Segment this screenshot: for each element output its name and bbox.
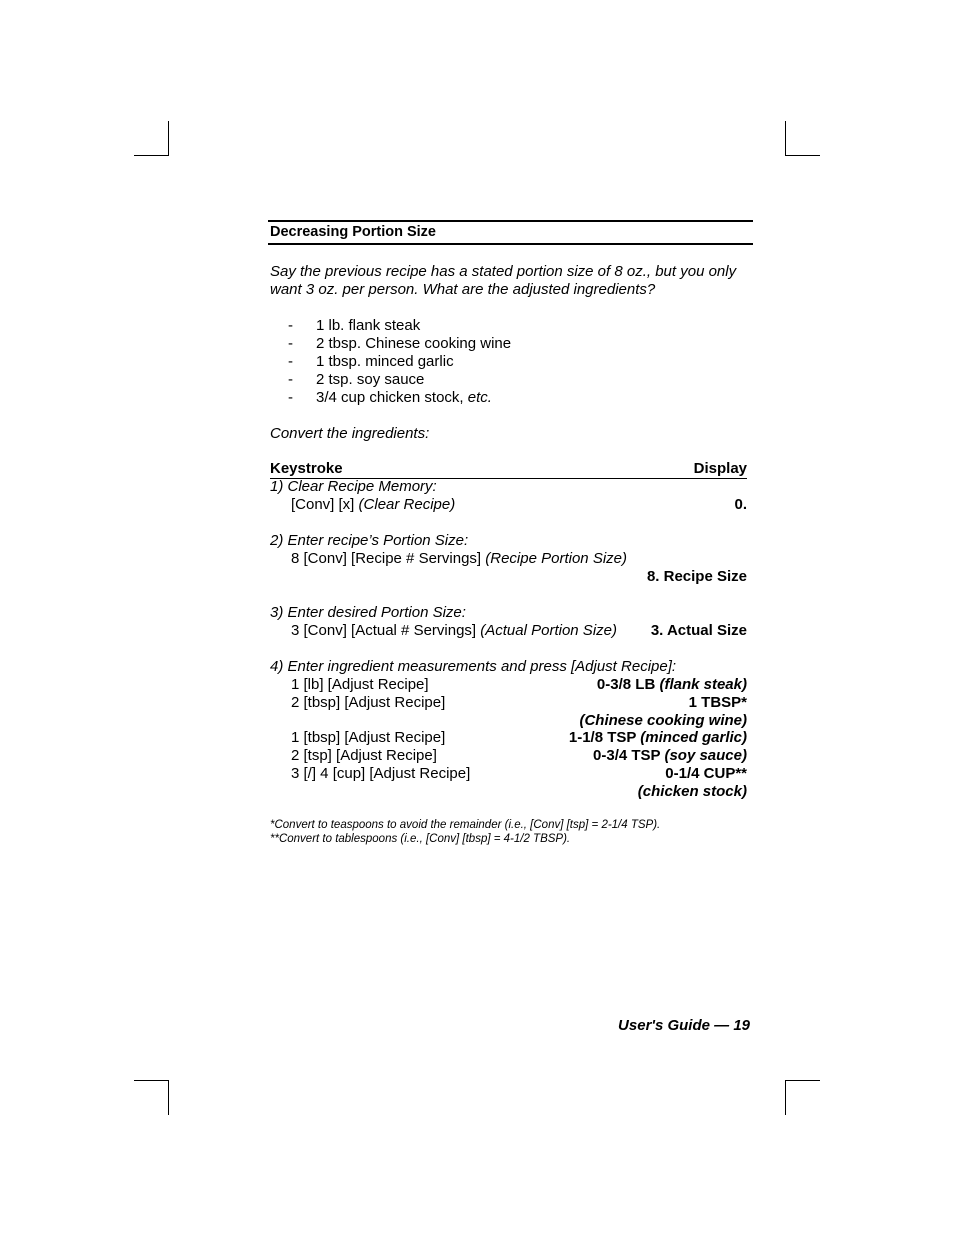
ingredient-text: 1 tbsp. minced garlic: [316, 353, 454, 370]
display-cell: [593, 747, 747, 765]
display-cell: [579, 712, 747, 730]
ingredient-list: [288, 317, 511, 407]
page-footer: User's Guide — 19: [618, 1017, 750, 1034]
display-cell: [665, 765, 747, 783]
list-item: [288, 335, 511, 353]
list-item: [288, 389, 511, 407]
convert-instruction: Convert the ingredients:: [270, 425, 430, 442]
list-dash: -: [288, 353, 293, 370]
display-cell: [638, 783, 747, 801]
list-dash: -: [288, 335, 293, 352]
table-row: [270, 694, 747, 712]
step-title: 1) Clear Recipe Memory:: [270, 478, 437, 495]
step-title: 4) Enter ingredient measurements and press [Adjust Recipe]:: [270, 658, 677, 675]
list-dash: -: [288, 389, 293, 406]
crop-mark: [134, 1080, 169, 1081]
list-dash: -: [288, 317, 293, 334]
ingredient-text: 2 tsp. soy sauce: [316, 371, 425, 388]
section-rule-bottom: [268, 243, 753, 245]
display-note: (flank steak): [659, 676, 747, 693]
table-row: [270, 783, 747, 801]
display-note: (Chinese cooking wine): [579, 712, 747, 729]
keystroke-cell: 1 [lb] [Adjust Recipe]: [291, 676, 429, 693]
display-value: 0-3/4 TSP: [593, 747, 665, 764]
crop-mark: [168, 121, 169, 156]
table-row: [270, 712, 747, 730]
display-note: (soy sauce): [664, 747, 747, 764]
crop-mark: [785, 1080, 786, 1115]
table-row: [270, 622, 747, 640]
display-header: Display: [693, 460, 747, 477]
table-row: [270, 729, 747, 747]
display-value: 1-1/8 TSP: [568, 729, 641, 746]
list-item: [288, 371, 511, 389]
keystroke-cell: [291, 622, 617, 640]
keystroke-cell: 2 [tsp] [Adjust Recipe]: [291, 747, 437, 764]
display-value: 0-3/8 LB: [596, 676, 660, 693]
crop-mark: [785, 1080, 820, 1081]
display-cell: 8. Recipe Size: [646, 568, 747, 585]
crop-mark: [785, 121, 786, 156]
keystroke-cell: [291, 550, 627, 568]
display-cell: 3. Actual Size: [650, 622, 747, 639]
keystroke-cell: [291, 496, 455, 514]
display-cell: 0.: [734, 496, 747, 513]
list-item: [288, 353, 511, 371]
keystroke-cell: 2 [tbsp] [Adjust Recipe]: [291, 694, 446, 711]
table-row: [270, 765, 747, 783]
display-note: (chicken stock): [637, 783, 747, 800]
step-title-row: [270, 604, 747, 622]
table-row: [270, 568, 747, 586]
crop-mark: [168, 1080, 169, 1115]
display-cell: [597, 676, 747, 694]
step-title: 2) Enter recipe’s Portion Size:: [270, 532, 469, 549]
footnote: **Convert to tablespoons (i.e., [Conv] [tbsp] = 4-1/2 TBSP).: [270, 833, 571, 845]
section-rule-top: [268, 220, 753, 222]
keystroke-cell: 3 [/] 4 [cup] [Adjust Recipe]: [291, 765, 471, 782]
keystroke-cell: 1 [tbsp] [Adjust Recipe]: [291, 729, 446, 746]
keystroke-note: (Clear Recipe): [358, 496, 456, 513]
footnote: *Convert to teaspoons to avoid the remainder (i.e., [Conv] [tsp] = 2-1/4 TSP).: [270, 819, 661, 831]
display-cell: [689, 694, 747, 712]
keystroke-text: 8 [Conv] [Recipe # Servings]: [291, 550, 486, 567]
display-value: 0-1/4 CUP**: [665, 765, 747, 782]
crop-mark: [785, 155, 820, 156]
ingredient-text: 3/4 cup chicken stock,: [316, 389, 468, 406]
table-header: [270, 460, 747, 479]
step-title-row: [270, 478, 747, 496]
table-row: [270, 550, 747, 568]
table-row: [270, 747, 747, 765]
step-title-row: [270, 532, 747, 550]
display-value: 1 TBSP*: [688, 694, 747, 711]
step-title-row: [270, 658, 747, 676]
keystroke-note: (Recipe Portion Size): [485, 550, 627, 567]
keystroke-header: Keystroke: [270, 460, 343, 477]
display-note: (minced garlic): [640, 729, 747, 746]
table-row: [270, 496, 747, 514]
ingredient-text: 1 lb. flank steak: [316, 317, 421, 334]
keystroke-text: [Conv] [x]: [291, 496, 359, 513]
ingredient-suffix: etc.: [467, 389, 492, 406]
display-cell: [569, 729, 747, 747]
table-row: [270, 676, 747, 694]
step-title: 3) Enter desired Portion Size:: [270, 604, 466, 621]
ingredient-text: 2 tbsp. Chinese cooking wine: [316, 335, 512, 352]
section-title: Decreasing Portion Size: [270, 224, 436, 240]
keystroke-note: (Actual Portion Size): [480, 622, 617, 639]
list-item: [288, 317, 511, 335]
intro-paragraph: Say the previous recipe has a stated portion size of 8 oz., but you only want 3 oz. per person. What are the adjusted ingredients?: [270, 263, 737, 298]
crop-mark: [134, 155, 169, 156]
keystroke-text: 3 [Conv] [Actual # Servings]: [291, 622, 481, 639]
list-dash: -: [288, 371, 293, 388]
